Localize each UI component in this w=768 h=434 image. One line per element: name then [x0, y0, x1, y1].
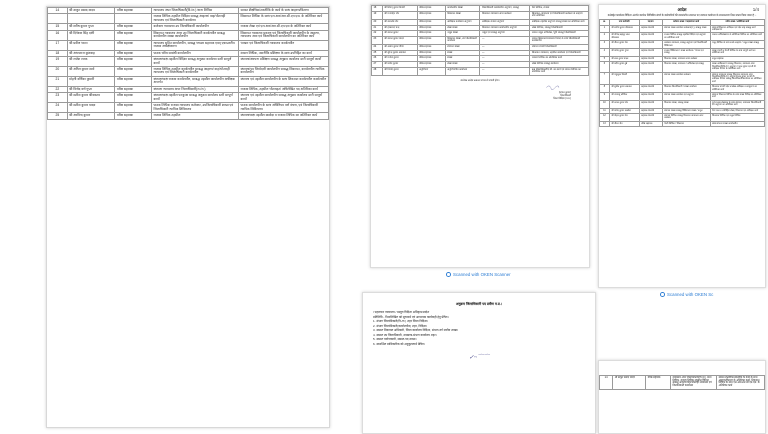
- row-name: श्री मनोज कुमार: [382, 56, 417, 62]
- row-current-duty: पेश्ती लिपिक / शिकायत: [662, 121, 710, 126]
- bottom-signature: ✓~⌒⌒: [468, 355, 490, 361]
- row-post: वरिष्ठ सहायक: [115, 24, 152, 30]
- row-number: 25: [48, 113, 68, 119]
- row-post: वरिष्ठ सहायक: [417, 6, 445, 12]
- row-current-duty: राजस्व शिविरालय / शाखा कार्यालय / भण्डार एवं सम्बद्ध: [662, 49, 710, 57]
- row-number: 23: [48, 93, 68, 103]
- row-post: सहायक ग्रेड-02: [639, 92, 662, 100]
- row-current-duty: शिकायत न्यायालय अपर कलेक्टर: [480, 11, 530, 19]
- row-name: श्री ठाकुर प्रसाद यादव: [613, 376, 646, 390]
- scanned-page-right-bottom: [598, 360, 766, 434]
- scanned-page-middle-top: [370, 4, 590, 268]
- row-number: 28: [372, 67, 383, 75]
- row-current-duty: न्यायालय अपर जिलाधिकारी(वि./रा.) थाना लिपिक: [151, 8, 238, 14]
- row-current-duty: स्थापनाध्यक्ष तहसील फरकुआ सम्बद्ध अनुक्रम कार्यालय स्तरी सम्पूर्ण कार्यो: [151, 93, 238, 103]
- row-current-duty: शिकायत शाखा, न्यायालय अपर कलेक्टर: [662, 56, 710, 61]
- copy-to-line: 4. समस्त उप जिलाधिकारी, उपखण्ड-संभाग कार्यालय शहर।: [373, 332, 437, 337]
- signature-scribble: ◠◡◠: [545, 85, 559, 91]
- row-new-duty: राजस्व लिपिक का अतिरिक्त कार्य: [530, 56, 589, 62]
- row-new-duty: समस्त शिकायत/न्यायालय विवाद के साथ जिलाधिकारी कार्यालयीन: [530, 36, 589, 44]
- column-header: नाम कर्मचारी: [609, 20, 639, 25]
- row-current-duty: अधीक्षक राजस्व अनुभाग: [480, 19, 530, 25]
- row-number: 24: [48, 103, 68, 113]
- middle-page-footer-note: उपरोक्त आदेश तत्काल प्रभाव से प्रभावी होगा।: [460, 78, 500, 82]
- row-post: सहायक ग्रेड-02: [639, 25, 662, 33]
- table-row: [48, 93, 329, 103]
- row-post: वरिष्ठ सहायक: [639, 121, 662, 126]
- row-name: श्री विनोद कुमार: [382, 67, 417, 75]
- row-name: श्री अभयराज कुशवाह: [67, 50, 115, 56]
- row-new-duty: शिकायत न्यायालय, तहसील कार्यालय एवं जिलाधिकारी: [530, 50, 589, 56]
- row-current-duty: —: [480, 67, 530, 75]
- row-current-duty: राजस्व लिपिक तहसील: [151, 113, 238, 119]
- row-post: वरिष्ठ सहायक: [646, 376, 671, 390]
- row-number: 27: [372, 61, 383, 67]
- row-new-duty: शाखा प्रभारी व पेश्ती लिपिक के साथ सम्पूर्ण कार्य का अतिरिक्त कार्य: [710, 49, 764, 57]
- row-current-duty: स्थापना लिपिक सम्बद्ध शिकायत न्यायालय अपर कलेक्टर: [662, 113, 710, 121]
- middle-page-table: [371, 5, 589, 76]
- scanner-logo-icon: [660, 292, 665, 297]
- row-number: 20: [48, 66, 68, 76]
- signature-district: जिला विदिशा (म.प्र.): [553, 97, 571, 100]
- row-name: मोहनी वर्णिका कुमारी: [67, 76, 115, 86]
- row-number: 25: [372, 50, 383, 56]
- row-current-duty: न्यायालय अपर जिलाधिकारी(वि./रा.) थाना लिपिक, राजस्व लिपिक तहसील विदिशा सम्बद्ध आहरण/वाह/भौतराही न्यायालय एवं जिलाधिकारी कार्यालय: [670, 376, 716, 390]
- row-post: वरिष्ठ सहायक: [115, 86, 152, 92]
- row-number: 17: [48, 40, 68, 50]
- row-current-duty: शिकायत शाखा, सम्बद्ध शाखा: [662, 100, 710, 108]
- table-row: [600, 41, 765, 49]
- table-row: [600, 100, 765, 108]
- scanned-page-left: [46, 6, 330, 428]
- row-new-duty: समस्त नजूल अभिलेख, भूमि सम्बद्ध जिलाधिकारी: [530, 31, 589, 37]
- row-current-duty: —: [480, 61, 530, 67]
- scanner-watermark-label: Scanned with OKEN Sc: [667, 292, 714, 297]
- row-number: 4: [600, 49, 610, 57]
- table-row: [372, 36, 589, 44]
- row-post: [115, 14, 152, 24]
- row-name: श्री मोहन कुमार जैन: [609, 113, 639, 121]
- scanned-page-middle-bottom: [362, 292, 596, 434]
- row-post: वरिष्ठ सहायक: [115, 76, 152, 86]
- row-current-duty: स्थापना शाखा सम्बद्ध शिविरालय शाखा / नजूल: [662, 108, 710, 113]
- row-number: 24: [372, 45, 383, 51]
- row-post: वरिष्ठ सहायक: [417, 11, 445, 19]
- scanned-page-right: [598, 4, 766, 288]
- row-name: श्री कमलेश जैन: [382, 19, 417, 25]
- row-post: वरिष्ठ सहायक: [417, 19, 445, 25]
- copy-to-line: प्रतिलिपि:- निम्नलिखित को सूचनार्थ एवं आवश्यक कार्यवाही हेतु प्रेषित।: [373, 314, 449, 319]
- row-new-duty: शाखा अधीक्षकगण सम्बद्ध शिकायत, न्यायालय अपर जिलाधिकारी(वि./रा.) अनुभाग / पटल सुधार एवं डी.पी. अधीक्षक विभाग के अतिरिक्त कार्य: [710, 62, 764, 72]
- row-post: वरिष्ठ सहायक: [115, 93, 152, 103]
- row-name: श्री नीरज जैन: [609, 121, 639, 126]
- row-new-duty: क्रय जिलाधिकारी/ए.डी. का कार्य एवं समस्त लिपिक का अतिरिक्त कार्य: [530, 67, 589, 75]
- row-post: वरिष्ठ सहायक: [115, 103, 152, 113]
- signature-name: (प्रभात कुमार): [558, 90, 571, 94]
- table-row: [600, 33, 765, 41]
- row-post: वरिष्ठ सहायक: [115, 57, 152, 67]
- table-row: [600, 49, 765, 57]
- row-branch: लेखा शाखा: [445, 61, 480, 67]
- row-number: 15: [48, 24, 68, 30]
- copy-to-line: 3. समस्त शिकायत अधिकारी, जिला कार्यालय विदिशा, संभाग-वर्ग स्तरीय शाखा।: [373, 328, 459, 332]
- row-name: श्री हरप्रसाद चन्द्र: [382, 25, 417, 31]
- column-header: क्र.: [600, 20, 610, 25]
- row-post: वरिष्ठ सहायक: [115, 50, 152, 56]
- row-name: श्री अनिल कुमार शर्मा: [67, 66, 115, 76]
- row-branch: शिकायत शाखा, उप जिलाधिकारी कार्यालय: [445, 36, 480, 44]
- row-number: 12: [600, 113, 610, 121]
- row-name: श्री दिनेश्वर सिंह दांगी: [67, 30, 115, 40]
- row-branch: कार्यालयीन शाखा: [445, 6, 480, 12]
- row-new-duty: शिकायत, न्यायालय एवं जिलाधिकारी कलेक्टर के आहरण और अतिरिक्त: [530, 11, 589, 19]
- table-row: [48, 113, 329, 119]
- row-number: 7: [600, 72, 610, 85]
- table-row: [48, 40, 329, 50]
- row-new-duty: शिकायत न्यायालय प्रकरण एवं जिलाधिकारी कार्यालयीन के आहरण, न्यायालय आय एवं जिलाधिकारी कार्यालयीन का अतिरिक्त कार्य: [239, 30, 329, 40]
- row-new-duty: समस्त शैक्षणिक/तकनीकि के कार्य के साथ आहरण/वितरण के अतिरिक्त कार्य, शिकायत लिपिक के साथ एल.आर/आर.सी.एम.एस. के अतिरिक्त कार्य: [717, 376, 765, 390]
- row-number: 26: [372, 56, 383, 62]
- row-current-duty: —: [480, 45, 530, 51]
- row-number: 20: [372, 19, 383, 25]
- row-current-duty: कलेक्टर न्यायालय उप जिलाधिकारी कार्यालयीन: [151, 24, 238, 30]
- row-new-duty: मजूद लिपिक के साथ उनके आहरण / नजूल शाखा सम्बद्ध: [710, 41, 764, 49]
- order-subheading: कलेक्ट्रेट कार्यालय विदिशा अंतर्गत कार्यरत लिपिकीय संवर्ग के कर्मचारियों की स्थानांतरित उपरान्त पद स्थापना कार्यभार के स्थानान्तरण निम्न प्रकार किया जाता है :-: [607, 14, 757, 17]
- row-new-duty: स्थापना एवं तहसील कार्यालयीन के साथ शिकायत कार्यालयीन कार्यालयीन: [239, 76, 329, 86]
- row-new-duty: समस्त शैक्षणिक/तकनीकि के कार्य के साथ आहरण/वितरण: [239, 8, 329, 14]
- row-new-duty: नजूल सहायक: [710, 56, 764, 61]
- row-new-duty: शिकायत लिपिक के साथ एल.आर/आर.सी.एम.एस. के अतिरिक्त कार्य: [239, 14, 329, 24]
- table-row: [48, 76, 329, 86]
- row-post: वरिष्ठ सहायक: [115, 113, 152, 119]
- row-new-duty: लेखा लिपिक सम्बद्ध कार्यालय: [530, 61, 589, 67]
- right-bottom-table: [599, 375, 765, 390]
- row-name: श्री सतीश कुमार श्रीवास्तव: [609, 25, 639, 33]
- row-name: श्री लाल कुमार यादव: [609, 56, 639, 61]
- row-name: श्री सुरेन्द्र कुमार अग्रवाल: [382, 50, 417, 56]
- row-post: वरिष्ठ सहायक: [115, 66, 152, 76]
- row-name: श्री सुनील कुमार अग्रवाल: [609, 85, 639, 93]
- row-current-duty: शिकायत शाखा, न्यायालय / अभिलेख एवं सम्बद्ध: [662, 62, 710, 72]
- row-name: श्री कमल कुमार: [382, 31, 417, 37]
- copy-to-line: 1. संभाग जिलाधिकारी(वि./रा.) शहर जिला विदिशा।: [373, 319, 429, 323]
- row-new-duty: शिकायत लिपिक एवं नजूल लिपिक: [710, 113, 764, 121]
- row-number: 8: [600, 85, 610, 93]
- row-number: 19: [372, 11, 383, 19]
- row-branch: शाखा: [445, 50, 480, 56]
- table-row: [48, 103, 329, 113]
- row-branch: लेखा शाखा: [445, 25, 480, 31]
- row-current-duty: स्थापना शाखा कार्यालय कलेक्टर: [662, 72, 710, 85]
- row-name: श्री कमल कुमार जैन: [609, 100, 639, 108]
- row-current-duty: पाठक लिपिक राजस्व न्यायालय कलेक्टर, उपजिलाधिकारी शाखा एवं जिलाधिकारी न्यायिक शिविरालय: [151, 103, 238, 113]
- row-new-duty: भण्डार एवं जिलाधिकारी न्यायालय कार्यालयीन: [239, 40, 329, 50]
- row-new-duty: स्थापना/उत्तर शाखा कार्यालयीन: [710, 121, 764, 126]
- row-current-duty: स्थापना न्यायालय अपर जिलाधिकारी(रा./रा.): [151, 86, 238, 92]
- row-current-duty: कलेक्टर न्यायालय, सम्बद्ध अनुभाग एवं जिलाधिकारी शिविरालय: [662, 41, 710, 49]
- scanner-logo-icon: [446, 272, 451, 277]
- row-number: 21: [372, 25, 383, 31]
- row-number: 2: [600, 33, 610, 41]
- row-name: श्री प्रमोद कुमार सक्सेना: [609, 108, 639, 113]
- row-current-duty: राजस्व लिपिक तहसील कार्यालयीन सम्बद्ध आहरण/ वाह/भौतराही न्यायालय एवं जिलाधिकारी कार्यालयीन: [151, 66, 238, 76]
- table-row: [600, 72, 765, 85]
- row-post: वरिष्ठ सहायक: [417, 50, 445, 56]
- row-post: सहायक ग्रेड-02: [639, 113, 662, 121]
- row-number: 19: [48, 57, 68, 67]
- row-name: श्री योगेन्द्र बहादुर लाल श्रीवास्तव: [609, 33, 639, 41]
- row-current-duty: स्थापनाध्यक्ष तहसील विदिशा सम्बद्ध अनुक्रम कार्यालय स्तरी सम्पूर्ण कार्यो: [151, 57, 238, 67]
- row-post: वरिष्ठ सहायक: [417, 61, 445, 67]
- row-new-duty: राजस्व अभिलेखागार के अतिरिक्त लिपिक का अतिरिक्त कार्य: [710, 33, 764, 41]
- row-number: [48, 14, 68, 24]
- signature-post: जिलाधिकारी: [560, 93, 571, 97]
- row-current-duty: —: [480, 36, 530, 44]
- row-post: वरिष्ठ सहायक: [417, 25, 445, 31]
- row-post: सहायक ग्रेड-02: [639, 62, 662, 72]
- row-name: श्री सतीश कुमार श्रीवास्तव: [67, 93, 115, 103]
- table-row: [600, 25, 765, 33]
- copy-to-line: 5. समस्त पर्याप्तकारी, समस्त-पद शाखा।: [373, 337, 417, 341]
- row-name: श्री कमल कुमार यादव: [382, 36, 417, 44]
- row-current-duty: न्यायालय सहित कार्यालयीन, सम्बद्ध भण्डार सहायक एवम्‌ एकाउण्टीय राजस्व अधीक्षकगण: [151, 40, 238, 50]
- row-post: सहायक ग्रेड-02: [639, 85, 662, 93]
- row-post: सहायक ग्रेड-02: [639, 100, 662, 108]
- row-post: वरिष्ठ सहायक: [417, 36, 445, 44]
- row-name: श्री विनोद वर्ण गुप्ता: [67, 86, 115, 92]
- row-new-duty: लेखा लिपिक, सम्बद्ध जिलाधिकारी: [530, 25, 589, 31]
- row-number: 13: [600, 121, 610, 126]
- left-page-table: [47, 7, 329, 120]
- table-row: [600, 85, 765, 93]
- copy-to-title: अनुक्रम जिलाधिकारी पद प्रवीण म.प्र.।: [455, 302, 503, 306]
- row-number: 11: [600, 108, 610, 113]
- row-name: [67, 14, 115, 24]
- scanner-watermark-right: [660, 292, 713, 297]
- row-current-duty: स्थापनाध्यक्ष राजस्व कार्यालयीन, सम्बद्ध तहसील कार्यालयीन अधीक्षक अन्तर्गत: [151, 76, 238, 86]
- row-branch: शिकायत शाखा: [445, 11, 480, 19]
- row-new-duty: स्थापनाध्यक्ष तहसील बासोदा व राजस्व लिपिक का अतिरिक्त कार्य: [239, 113, 329, 119]
- row-branch: अधीक्षक कार्यालय अनुभाग: [445, 19, 480, 25]
- row-name: श्री प्रमोद कुमार गुप्ता: [609, 49, 639, 57]
- row-post: वरिष्ठ सहायक: [115, 30, 152, 40]
- row-new-duty: पेश लिपिक, राजस्व: [530, 6, 589, 12]
- order-heading: आदेश: [677, 7, 687, 12]
- row-number: 3: [600, 41, 610, 49]
- row-new-duty: स्थापना प्रभारी जिलाधिकारी: [530, 45, 589, 51]
- row-post: सहायक ग्रेड-02: [639, 41, 662, 49]
- row-new-duty: शिकायत प्रभारी पदेन उपलेख अधीक्षक व कम्यूटरण का अतिरिक्त कार्य: [710, 85, 764, 93]
- column-header: नवीन शाखा / अतिरिक्त कार्य: [710, 20, 764, 25]
- table-row: [48, 57, 329, 67]
- row-post: सहायक ग्रेड-02: [639, 56, 662, 61]
- copy-to-line: 6. सम्बन्धित प्राधिकारिक को अनुकूलतार्थ प्रेषित।: [373, 341, 425, 346]
- row-number: 14: [48, 8, 68, 14]
- row-name: श्री ठाकुर प्रसाद यादव: [67, 8, 115, 14]
- row-number: 5: [600, 56, 610, 61]
- copy-to-list: [363, 310, 595, 346]
- row-branch: नजूल शाखा: [445, 31, 480, 37]
- table-row: [372, 67, 589, 75]
- row-number: 1: [600, 25, 610, 33]
- row-current-duty: राजस्व लिपिक तहसील विदिशा सम्बद्ध आहरण/ वाह/भौतराही न्यायालय एवं जिलाधिकारी कार्यालय: [151, 14, 238, 24]
- row-current-duty: जिलाधिकारी कार्यालयीन अनुभाग, सम्बद्ध: [480, 6, 530, 12]
- row-post: वरिष्ठ सहायक: [115, 8, 152, 14]
- row-current-duty: —: [480, 56, 530, 62]
- row-new-duty: राजस्व लिपिक, तहसील भौतराहत/ अधिलेखित पद अतिरिक्त कार्य: [239, 86, 329, 92]
- row-new-duty: शासन लिपिक, तकनीकि प्रशिक्षण के साथ उपनिहित का कार्य: [239, 50, 329, 56]
- row-number: 22: [48, 86, 68, 92]
- row-number: 9: [600, 92, 610, 100]
- row-number: 23: [372, 36, 383, 44]
- row-name: श्री राजेश रजक: [67, 57, 115, 67]
- row-name: श्री शिवम्‌ कुमार तिवारी: [382, 6, 417, 12]
- row-branch: अनुविभागीय कार्यालय: [445, 67, 480, 75]
- row-new-duty: स्थापना/शिकायत अधीक्षक एवं पदेन वाह सम्बद्ध कार्य अधीक्षकगण: [710, 25, 764, 33]
- row-current-duty: शिकायत न्यायालय अपर उप जिलाधिकारी कार्यालयीन सम्बद्ध कार्यालयीन शाखा कार्यालयीन: [151, 30, 238, 40]
- row-post: वरिष्ठ सहायक: [115, 40, 152, 50]
- row-post: अनुविभाग: [417, 67, 445, 75]
- row-name: श्री प्रदीप कुमार दुबे: [609, 62, 639, 72]
- row-current-duty: पाठक चरित्र सम्बंधी कार्यालयीन: [151, 50, 238, 56]
- row-number: 16: [48, 30, 68, 40]
- row-current-duty: राजस्व लिपिक सम्बद्ध तहसील विदिशा एवं अनुभाग का अतिरिक्त कार्य: [662, 33, 710, 41]
- table-row: [372, 11, 589, 19]
- row-current-duty: शिकायत जिलाधिकारी / शाखा कार्यालय: [662, 85, 710, 93]
- row-post: सहायक ग्रेड-02: [639, 108, 662, 113]
- row-current-duty: स्थापना शाखा कार्यालय एवं अनुभाग: [662, 92, 710, 100]
- scanner-watermark-label: Scanned with OKEN Scanner: [453, 272, 511, 277]
- row-new-duty: स्थापना/पद जिम्मेदारी कार्यालयीन सम्बद्ध शिकायत, कार्यालयीन न्यायिक कार्यालयीन: [239, 66, 329, 76]
- row-branch: शाखा: [445, 56, 480, 62]
- row-name: श्री अरविन्द कुमार: [67, 113, 115, 119]
- column-header: पदनाम: [639, 20, 662, 25]
- row-number: 18: [48, 50, 68, 56]
- row-name: श्री सतीश कुमार यादव: [67, 103, 115, 113]
- row-current-duty: स्थापना शाखा कार्यालय कलेक्टर(रा.), सम्बद्ध शाखा: [662, 25, 710, 33]
- row-name: श्री शरीष कुमार गुप्ता: [67, 24, 115, 30]
- row-new-duty: पाठक कार्यालयीन के साथ अधिनियम वर्ण वंचना, एवं जिलाधिकारी न्यायिक शिविरालय: [239, 103, 329, 113]
- row-number: 21: [48, 76, 68, 86]
- copy-to-line: 2. संभाग जिलाधिकारी(कार्यालयीन) शहर, विदिशा।: [373, 323, 428, 328]
- row-name: श्री मधुसूदन तिवारी: [609, 72, 639, 85]
- page-number: 1/4: [752, 7, 759, 12]
- row-new-duty: अधीक्षक तहसील अनुभाग सम्बद्ध शाखा का अतिरिक्त कार्य: [530, 19, 589, 25]
- row-post: वरिष्ठ सहायक: [417, 56, 445, 62]
- table-row: [600, 376, 765, 390]
- row-post: सहायक ग्रेड-02: [639, 33, 662, 41]
- row-name: श्री उपमन्यु कौशिक: [609, 92, 639, 100]
- row-new-duty: स्थापना न्यायालय सम्बद्ध शिकायत न्यायालय अपर जिलाधिकारी(वि./रा.) अनुभाग/पटल सुधार एवं डी.पी. अधीक्षक विभाग सम्बद्ध जिलाधिकारी/कार्यालय का अतिरिक्त कार्य: [710, 72, 764, 85]
- table-row: [48, 30, 329, 40]
- row-current-duty: नजूल एवं सम्बद्ध अनुभाग: [480, 31, 530, 37]
- table-row: [600, 121, 765, 126]
- column-header: वर्तमान शाखा / पदस्थापना कार्य: [662, 20, 710, 25]
- row-name: श्री प्रमोद कुमार: [382, 61, 417, 67]
- row-post: वरिष्ठ सहायक: [417, 31, 445, 37]
- row-current-duty: —: [480, 50, 530, 56]
- row-current-duty: शिकायत न्यायालय कार्यालयीन अनुभाग: [480, 25, 530, 31]
- row-new-duty: राजस्व लेखा एवं एल.आर/आर.सी.एम.एस के अतिरिक्त कार्य: [239, 24, 329, 30]
- scanner-watermark-middle: [446, 272, 511, 277]
- row-number: 10: [600, 100, 610, 108]
- row-number: 18: [372, 6, 383, 12]
- row-post: सहायक ग्रेड-02: [639, 49, 662, 57]
- row-new-duty: स्थापना/स्थापना प्रशिक्षण सम्बद्ध अनुक्रम कार्यालय स्तरी सम्पूर्ण कार्यो: [239, 57, 329, 67]
- table-row: [48, 14, 329, 24]
- table-row: [600, 113, 765, 121]
- row-number: 14: [600, 376, 613, 390]
- row-number: 22: [372, 31, 383, 37]
- row-new-duty: स्थापना एवं तहसील कार्यालयीन सम्बद्ध अनुक्रम कार्यालय स्तरी सम्पूर्ण कार्यो: [239, 93, 329, 103]
- row-branch: स्थापना शाखा: [445, 45, 480, 51]
- right-page-table: [599, 19, 765, 127]
- copy-to-line: / पहलवान न्यायालय / प्रस्तुत विदिशा अधिकृत/आदेश: [373, 310, 430, 314]
- row-new-duty: स्थापना शिकायत लिपिक के साथ शाखा निरीक्ष का अतिरिक्त कार्य: [710, 92, 764, 100]
- table-row: [48, 66, 329, 76]
- row-name: श्री प्रवीण भारत: [67, 40, 115, 50]
- row-new-duty: पूर्व राजस्व लेखपाल के साथ स्थापना, न्यायालय जिलाधिकारी एवं अनुभाग का अतिरिक्त कार्य: [710, 100, 764, 108]
- row-post: वरिष्ठ सहायक: [417, 45, 445, 51]
- table-row: [600, 62, 765, 72]
- table-row: [600, 92, 765, 100]
- row-name: श्री अजय कुमार मीणा: [382, 45, 417, 51]
- row-name: श्री नीरज कुमार जैन: [609, 41, 639, 49]
- row-new-duty: पेश पटल व उपनिहित लेखा, शिकायत एवं अधीक्षक कार्य: [710, 108, 764, 113]
- row-number: 6: [600, 62, 610, 72]
- row-post: सहायक ग्रेड-02: [639, 72, 662, 85]
- row-name: श्री मनमोहन जैन: [382, 11, 417, 19]
